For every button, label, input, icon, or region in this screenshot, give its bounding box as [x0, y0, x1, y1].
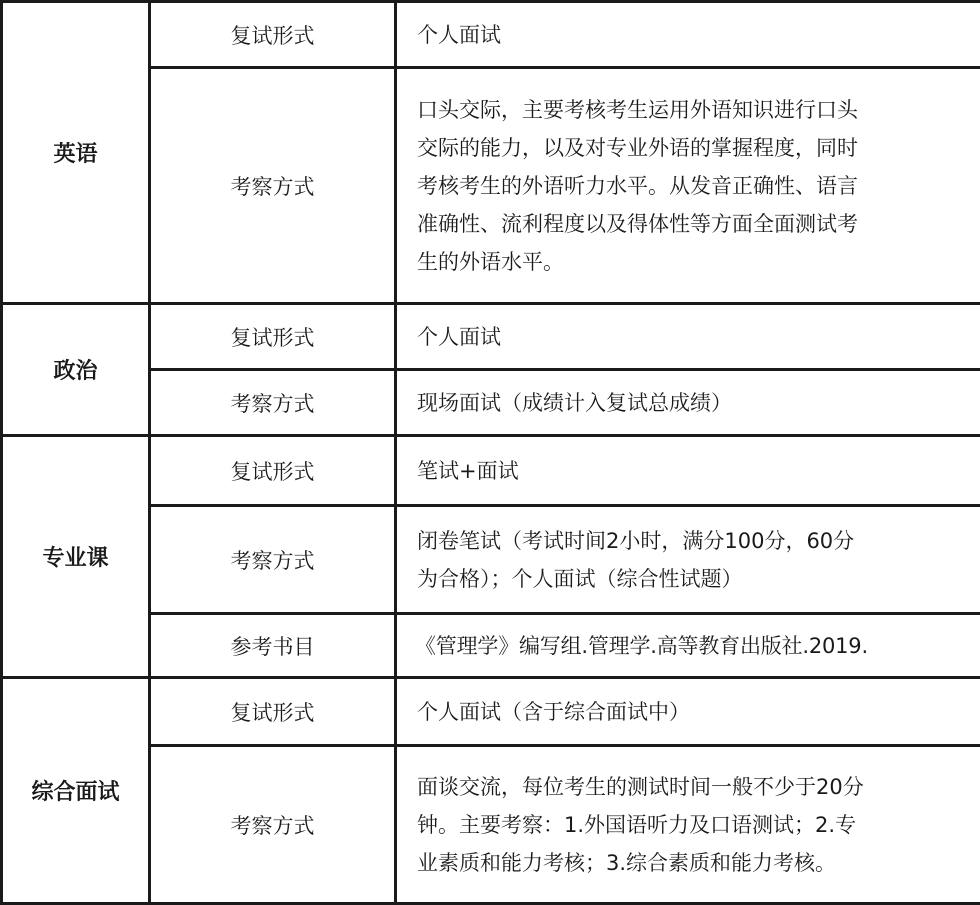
table-row	[2, 2, 980, 68]
item-cell: 考察方式	[150, 370, 396, 436]
content-line: 业素质和能力考核；3.综合素质和能力考核。	[417, 844, 970, 882]
content-line: 面谈交流，每位考生的测试时间一般不少于20分	[417, 768, 970, 806]
content-line: 生的外语水平。	[417, 243, 970, 281]
content-cell	[396, 68, 980, 304]
item-cell: 考察方式	[150, 746, 396, 904]
subject-cell-english: 英语	[2, 2, 150, 304]
content-cell: 笔试+面试	[396, 436, 980, 506]
content-cell: 个人面试	[396, 304, 980, 370]
content-cell	[396, 506, 980, 614]
content-line: 交际的能力，以及对专业外语的掌握程度，同时	[417, 129, 970, 167]
subject-cell-politics: 政治	[2, 304, 150, 436]
content-cell: 《管理学》编写组.管理学.高等教育出版社.2019.	[396, 614, 980, 678]
item-cell: 复试形式	[150, 2, 396, 68]
table-row	[2, 304, 980, 370]
item-cell: 考察方式	[150, 68, 396, 304]
content-line: 考核考生的外语听力水平。从发音正确性、语言	[417, 167, 970, 205]
item-cell: 复试形式	[150, 436, 396, 506]
table-row	[2, 436, 980, 506]
content-line: 闭卷笔试（考试时间2小时，满分100分，60分	[417, 522, 970, 560]
content-cell: 个人面试（含于综合面试中）	[396, 678, 980, 746]
content-cell	[396, 746, 980, 904]
item-cell: 参考书目	[150, 614, 396, 678]
content-line: 钟。主要考察：1.外国语听力及口语测试；2.专	[417, 806, 970, 844]
item-cell: 考察方式	[150, 506, 396, 614]
item-cell: 复试形式	[150, 304, 396, 370]
table-row	[2, 678, 980, 746]
content-line: 准确性、流利程度以及得体性等方面全面测试考	[417, 205, 970, 243]
content-cell: 现场面试（成绩计入复试总成绩）	[396, 370, 980, 436]
content-line: 口头交际，主要考核考生运用外语知识进行口头	[417, 91, 970, 129]
subject-cell-major: 专业课	[2, 436, 150, 678]
subject-cell-comprehensive: 综合面试	[2, 678, 150, 904]
item-cell: 复试形式	[150, 678, 396, 746]
content-cell: 个人面试	[396, 2, 980, 68]
content-line: 为合格）；个人面试（综合性试题）	[417, 560, 970, 598]
